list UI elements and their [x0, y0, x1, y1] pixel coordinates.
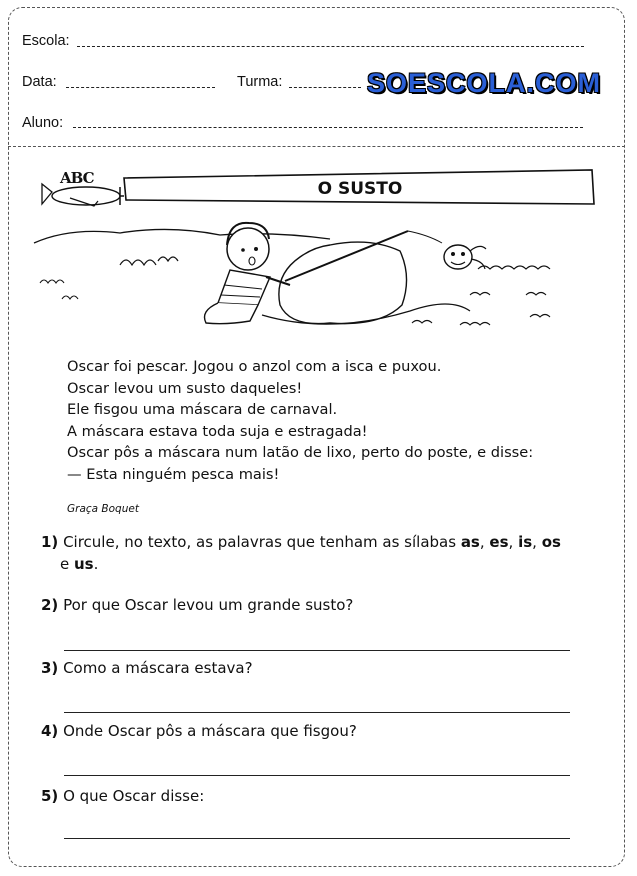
question-2 [41, 594, 353, 616]
page-title: O SUSTO [317, 179, 403, 199]
date-label: Data: [22, 74, 57, 90]
question-text: Por que Oscar levou um grande susto? [63, 596, 354, 614]
class-label: Turma: [237, 74, 283, 90]
question-text: Circule, no texto, as palavras que tenham as sílabas [63, 533, 461, 551]
site-logo: SOESCOLA.COM [367, 68, 602, 98]
answer-line[interactable] [64, 775, 570, 776]
question-text: Onde Oscar pôs a máscara que fisgou? [63, 722, 357, 740]
question-number: 1) [41, 533, 59, 551]
question-number: 2) [41, 596, 59, 614]
separator: , [532, 533, 542, 551]
syllable: es [489, 533, 509, 551]
question-5 [41, 785, 204, 807]
syllable: is [518, 533, 533, 551]
story-line: Ele fisgou uma máscara de carnaval. [67, 401, 338, 418]
author: Graça Boquet [67, 503, 139, 515]
syllable: as [460, 533, 480, 551]
story-line: Oscar levou um susto daqueles! [67, 379, 303, 397]
story-line: — Esta ninguém pesca mais! [67, 465, 280, 483]
question-text: e [60, 555, 74, 573]
separator: , [479, 533, 490, 551]
story-line: A máscara estava toda suja e estragada! [67, 422, 368, 440]
story-line: Oscar pôs a máscara num latão de lixo, perto do poste, e disse: [67, 444, 534, 461]
answer-line[interactable] [64, 712, 570, 713]
plane-letters: ABC [60, 169, 94, 187]
separator: , [508, 533, 519, 551]
question-number: 3) [41, 659, 59, 677]
question-number: 5) [41, 787, 59, 805]
question-text: . [93, 555, 99, 573]
boy-fishing-illustration [30, 165, 600, 345]
student-field[interactable] [73, 127, 583, 128]
date-field[interactable] [66, 87, 215, 88]
question-4 [41, 720, 357, 742]
story-line: Oscar foi pescar. Jogou o anzol com a isca e puxou. [67, 358, 442, 375]
answer-line[interactable] [64, 650, 570, 651]
school-label: Escola: [22, 33, 70, 49]
student-label: Aluno: [22, 115, 64, 131]
question-text: O que Oscar disse: [63, 787, 205, 805]
syllable: us [74, 555, 94, 573]
question-number: 4) [41, 722, 59, 740]
answer-line[interactable] [64, 838, 570, 839]
header-divider [8, 146, 625, 147]
story-text [67, 356, 533, 485]
question-text: Como a máscara estava? [63, 659, 253, 677]
syllable: os [541, 533, 561, 551]
school-field[interactable] [77, 46, 584, 47]
class-field[interactable] [289, 87, 361, 88]
question-1 [41, 531, 611, 575]
question-3 [41, 657, 253, 679]
